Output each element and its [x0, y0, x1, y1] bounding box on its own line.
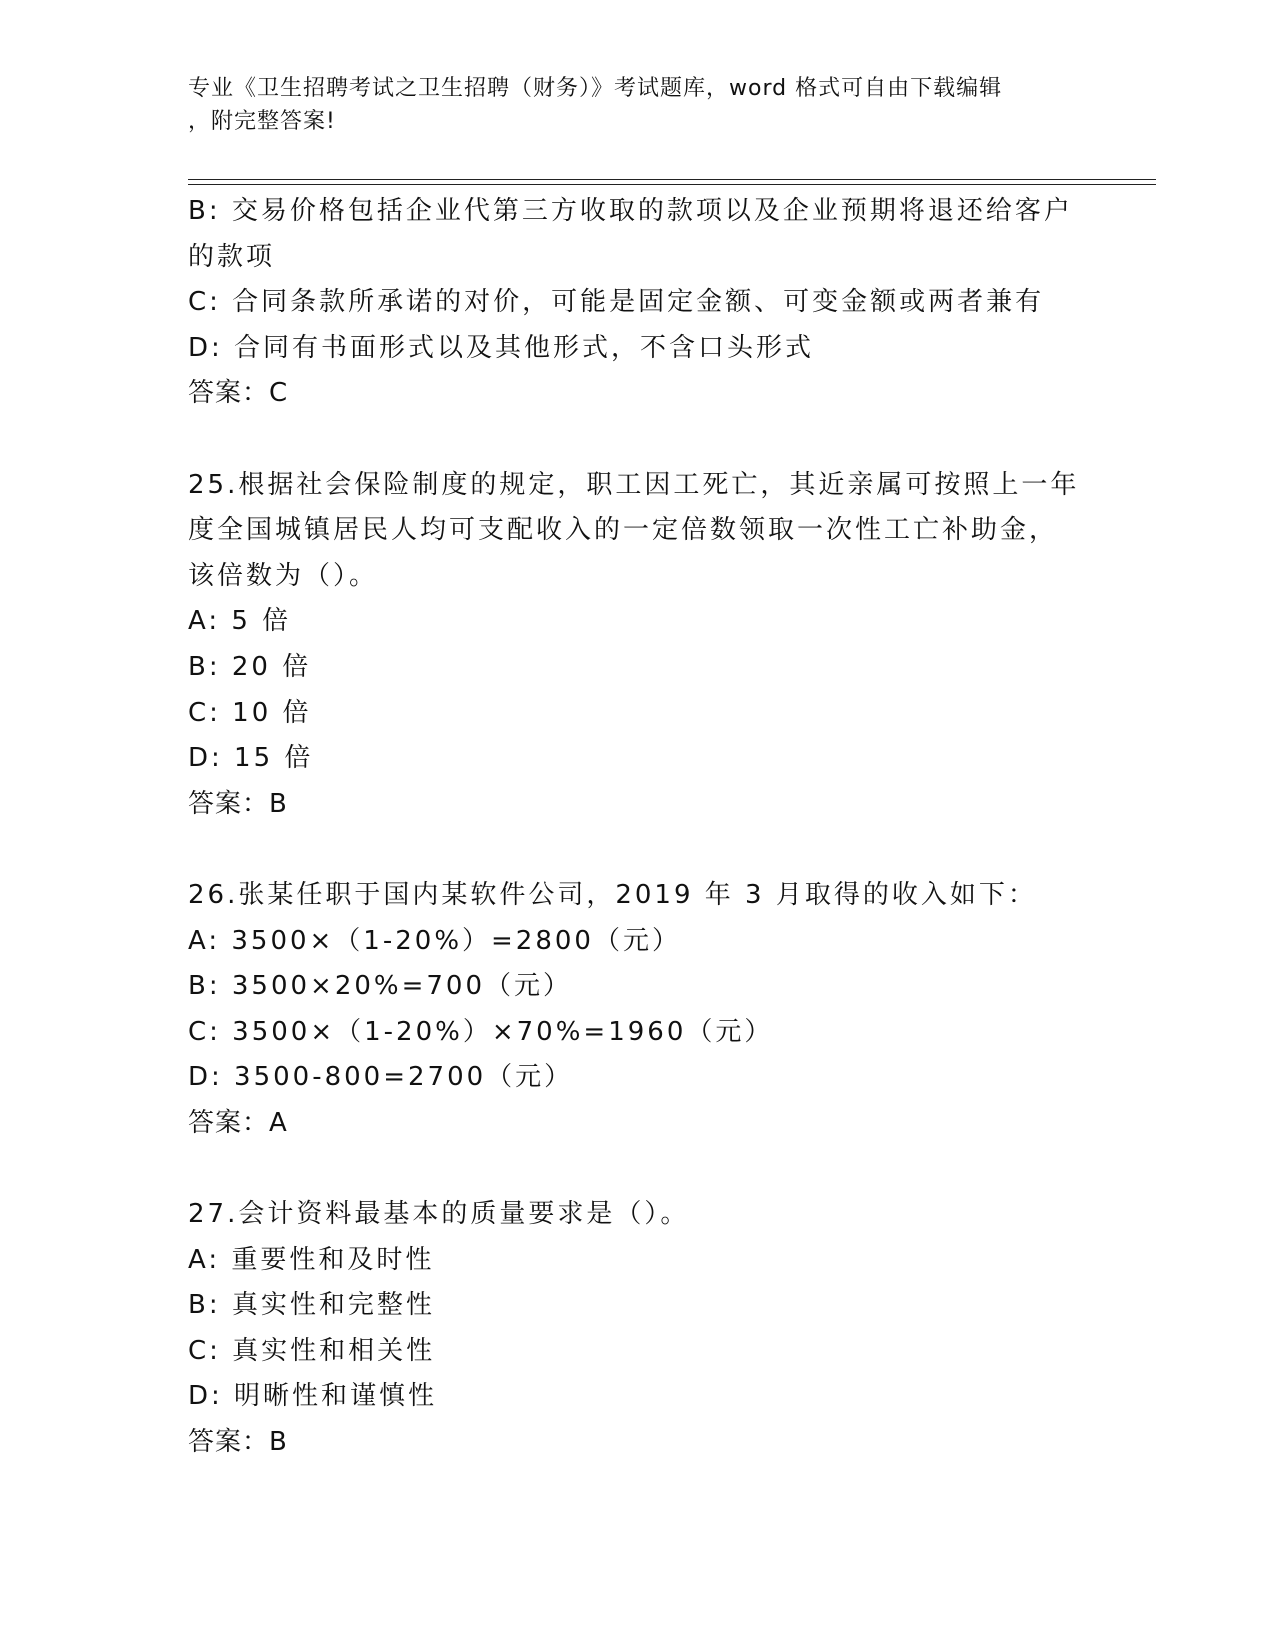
option-c: C: 3500×（1-20%）×70%=1960（元）	[188, 1016, 774, 1047]
question-27	[188, 1192, 1088, 1466]
spacer	[188, 1146, 1088, 1192]
option-b-line-2: 的款项	[188, 241, 276, 272]
option-a: A: 3500×（1-20%）=2800（元）	[188, 925, 681, 956]
option-d: D: 合同有书面形式以及其他形式，不含口头形式	[188, 332, 815, 363]
option-d: D: 15 倍	[188, 743, 314, 774]
option-b: B: 3500×20%=700（元）	[188, 971, 573, 1002]
answer: 答案：B	[188, 788, 288, 819]
header-divider-top	[188, 179, 1156, 180]
question-stem-line-1: 27.会计资料最基本的质量要求是（）。	[188, 1199, 690, 1230]
document-header	[188, 72, 1088, 138]
header-line-1: 专业《卫生招聘考试之卫生招聘（财务）》考试题库，word 格式可自由下载编辑	[188, 76, 1003, 101]
option-c: C: 真实性和相关性	[188, 1335, 436, 1366]
question-24-tail	[188, 189, 1088, 417]
option-b: B: 真实性和完整性	[188, 1290, 435, 1321]
question-25	[188, 463, 1088, 828]
option-d: D: 明晰性和谨慎性	[188, 1381, 438, 1412]
option-a: A: 5 倍	[188, 606, 292, 637]
question-stem-line-3: 该倍数为（）。	[188, 560, 379, 591]
question-content	[188, 189, 1088, 1466]
question-26	[188, 873, 1088, 1147]
option-b: B: 20 倍	[188, 651, 312, 682]
question-stem-line-1: 26.张某任职于国内某软件公司，2019 年 3 月取得的收入如下：	[188, 879, 1037, 910]
header-divider-bottom	[188, 184, 1156, 185]
option-c: C: 10 倍	[188, 697, 312, 728]
answer: 答案：B	[188, 1427, 288, 1458]
question-stem-line-2: 度全国城镇居民人均可支配收入的一定倍数领取一次性工亡补助金，	[188, 515, 1059, 546]
header-line-2: ，附完整答案!	[188, 109, 336, 134]
spacer	[188, 827, 1088, 873]
answer: 答案：C	[188, 378, 289, 409]
question-stem-line-1: 25.根据社会保险制度的规定，职工因工死亡，其近亲属可按照上一年	[188, 469, 1080, 500]
answer: 答案：A	[188, 1107, 288, 1138]
option-c: C: 合同条款所承诺的对价，可能是固定金额、可变金额或两者兼有	[188, 287, 1045, 318]
spacer	[188, 417, 1088, 463]
option-b-line-1: B: 交易价格包括企业代第三方收取的款项以及企业预期将退还给客户	[188, 196, 1073, 226]
option-d: D: 3500-800=2700（元）	[188, 1062, 574, 1093]
option-a: A: 重要性和及时性	[188, 1244, 435, 1275]
